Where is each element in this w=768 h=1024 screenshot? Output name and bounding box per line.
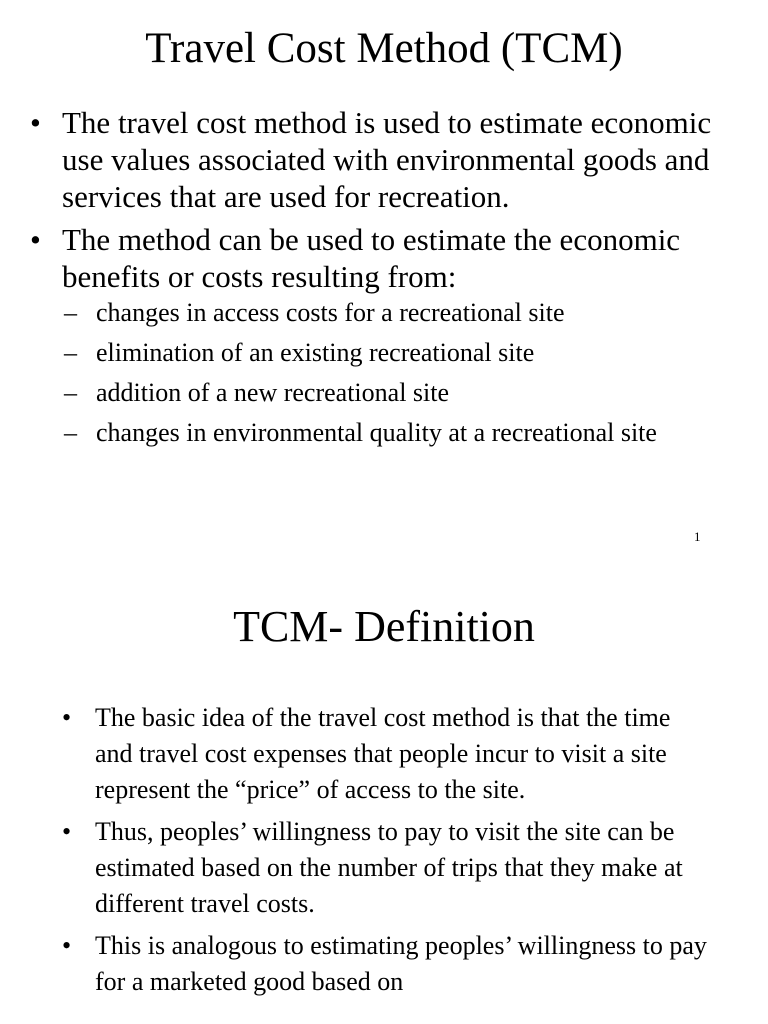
- bullet-text: The method can be used to estimate the economic benefits or costs resulting from:: [62, 222, 681, 294]
- bullet-item: [28, 104, 718, 215]
- page-number: 1: [694, 529, 701, 544]
- bullet-text: The basic idea of the travel cost method is that the time and travel cost expenses that people incur to visit a site represent the “price” of access to the site.: [95, 703, 671, 804]
- sub-bullet-list: [62, 297, 718, 449]
- dash-icon: –: [64, 418, 77, 447]
- sub-bullet-text: addition of a new recreational site: [96, 378, 450, 407]
- bullet-item: [28, 221, 718, 449]
- bullet-list: [62, 700, 712, 1006]
- bullet-list: [28, 104, 718, 457]
- sub-bullet-item: [62, 297, 718, 329]
- bullet-icon: •: [62, 817, 72, 846]
- sub-bullet-item: [62, 417, 718, 449]
- dash-icon: –: [64, 378, 77, 407]
- bullet-text: This is analogous to estimating peoples’ willingness to pay for a marketed good based on: [95, 931, 707, 996]
- sub-bullet-item: [62, 377, 718, 409]
- sub-bullet-item: [62, 337, 718, 369]
- bullet-icon: •: [30, 222, 41, 257]
- bullet-icon: •: [30, 105, 41, 140]
- dash-icon: –: [64, 338, 77, 367]
- bullet-item: [62, 814, 712, 922]
- bullet-text: Thus, peoples’ willingness to pay to visit the site can be estimated based on the number of trips that they make at different travel costs.: [95, 817, 683, 918]
- bullet-item: [62, 700, 712, 808]
- slide-title: TCM- Definition: [233, 602, 535, 651]
- sub-bullet-text: elimination of an existing recreational site: [96, 338, 535, 367]
- sub-bullet-text: changes in environmental quality at a recreational site: [96, 418, 657, 447]
- slide-tcm-definition: [0, 560, 768, 1024]
- dash-icon: –: [64, 298, 77, 327]
- bullet-icon: •: [62, 703, 72, 732]
- sub-bullet-text: changes in access costs for a recreational site: [96, 298, 565, 327]
- slide-title: Travel Cost Method (TCM): [145, 25, 623, 72]
- bullet-text: The travel cost method is used to estimate economic use values associated with environmental goods and services that are used for recreation.: [62, 105, 712, 214]
- bullet-item: [62, 928, 712, 1000]
- bullet-icon: •: [62, 931, 72, 960]
